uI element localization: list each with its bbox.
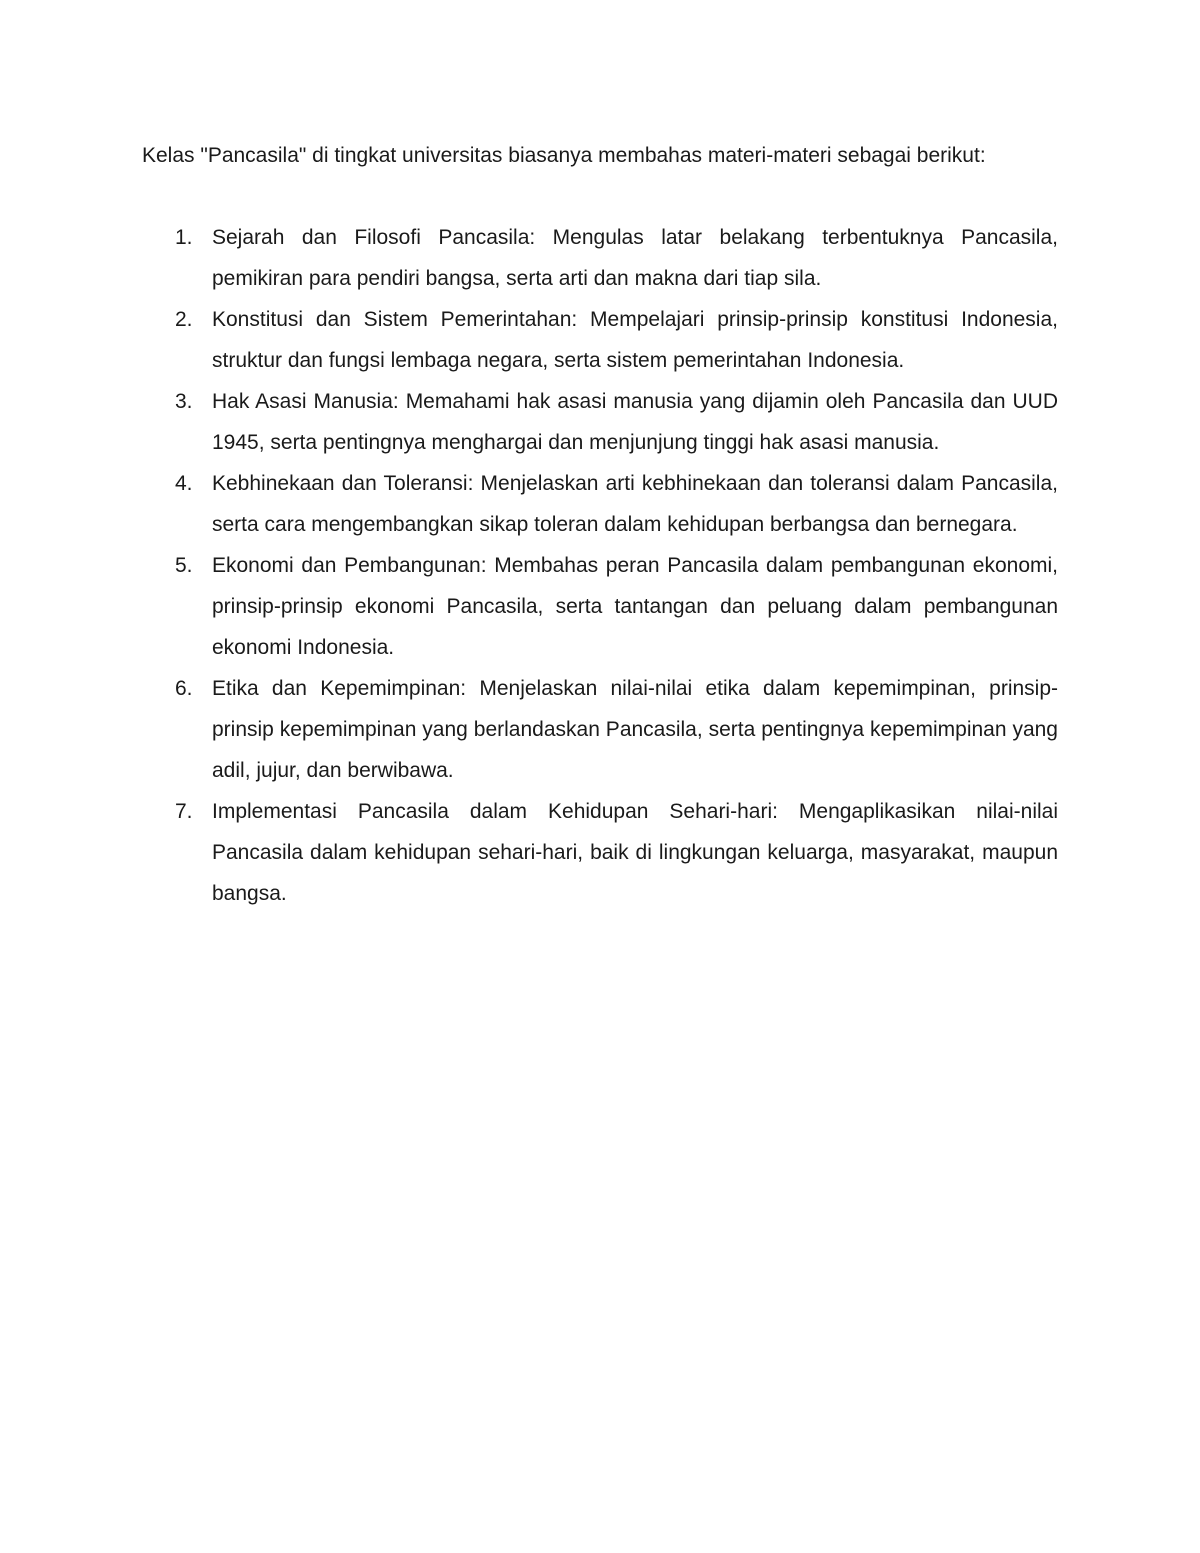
list-item	[142, 668, 1058, 791]
list-item	[142, 381, 1058, 463]
list-item-number: 5.	[175, 554, 193, 577]
list-item-number: 2.	[175, 308, 193, 331]
list-item-text: Implementasi Pancasila dalam Kehidupan Sehari-hari: Mengaplikasikan nilai-nilai Pancasila dalam kehidupan sehari-hari, baik di lingkungan keluarga, masyarakat, maupun bangsa.	[212, 800, 1058, 905]
list-item-text: Konstitusi dan Sistem Pemerintahan: Mempelajari prinsip-prinsip konstitusi Indonesia, struktur dan fungsi lembaga negara, serta sistem pemerintahan Indonesia.	[212, 308, 1058, 372]
list-item-text: Kebhinekaan dan Toleransi: Menjelaskan arti kebhinekaan dan toleransi dalam Pancasila, serta cara mengembangkan sikap toleran dalam kehidupan berbangsa dan bernegara.	[212, 472, 1058, 536]
list-item	[142, 217, 1058, 299]
list-item-text: Etika dan Kepemimpinan: Menjelaskan nilai-nilai etika dalam kepemimpinan, prinsip-prinsip kepemimpinan yang berlandaskan Pancasila, serta pentingnya kepemimpinan yang adil, jujur, dan berwibawa.	[212, 677, 1058, 782]
list-item-number: 3.	[175, 390, 193, 413]
list-item	[142, 791, 1058, 914]
list-item-text: Ekonomi dan Pembangunan: Membahas peran Pancasila dalam pembangunan ekonomi, prinsip-prinsip ekonomi Pancasila, serta tantangan dan peluang dalam pembangunan ekonomi Indonesia.	[212, 554, 1058, 659]
topic-list	[142, 217, 1058, 914]
list-item-number: 6.	[175, 677, 193, 700]
list-item-number: 4.	[175, 472, 193, 495]
list-item	[142, 463, 1058, 545]
list-item-number: 7.	[175, 800, 193, 823]
document-body	[142, 135, 1058, 914]
list-item-text: Sejarah dan Filosofi Pancasila: Mengulas latar belakang terbentuknya Pancasila, pemikiran para pendiri bangsa, serta arti dan makna dari tiap sila.	[212, 226, 1058, 290]
list-item-text: Hak Asasi Manusia: Memahami hak asasi manusia yang dijamin oleh Pancasila dan UUD 1945, serta pentingnya menghargai dan menjunjung tinggi hak asasi manusia.	[212, 390, 1058, 454]
intro-paragraph: Kelas "Pancasila" di tingkat universitas biasanya membahas materi-materi sebagai berikut:	[142, 144, 986, 167]
list-item	[142, 299, 1058, 381]
list-item-number: 1.	[175, 226, 193, 249]
list-item	[142, 545, 1058, 668]
